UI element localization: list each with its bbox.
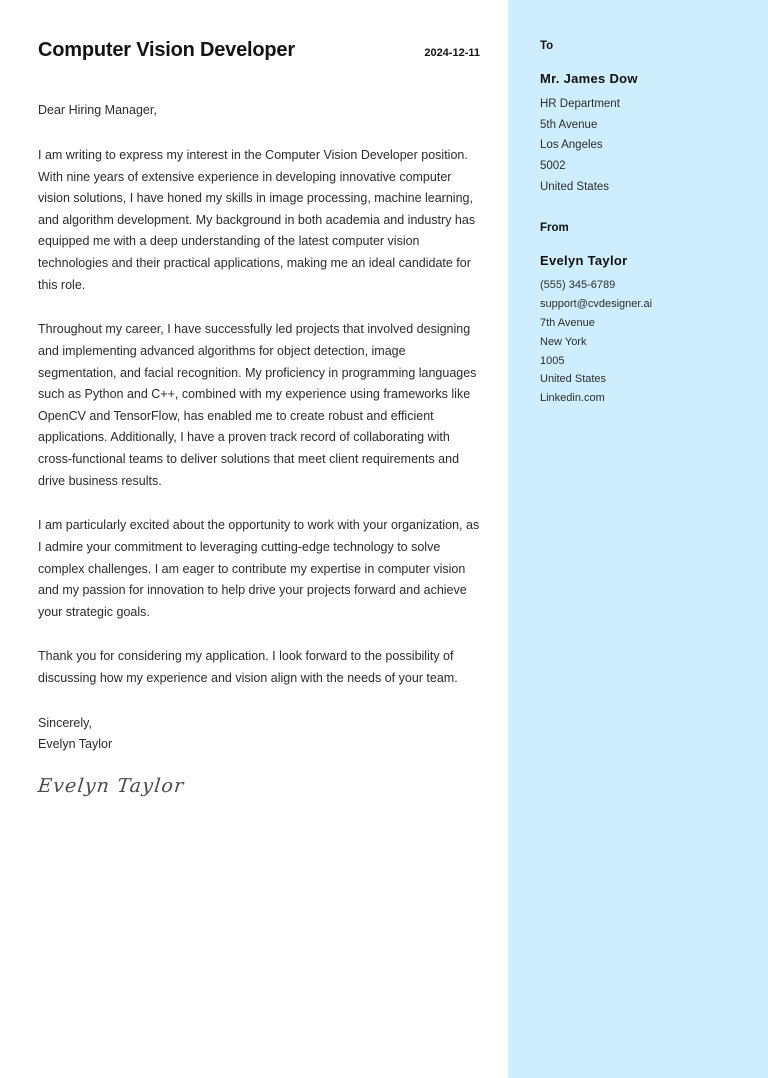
letter-paragraph: I am particularly excited about the opportunity to work with your organization, as I admire your commitment to leveraging cutting-edge technology to solve complex challenges. I am eager to contribute my expertise in computer vision and my passion for innovation to help drive your projects forward and achieve your strategic goals. [38, 518, 480, 619]
sender-line: 1005 [540, 354, 565, 367]
sender-line: 7th Avenue [540, 316, 595, 329]
sender-line: New York [540, 335, 587, 348]
signature: Evelyn Taylor [36, 774, 186, 797]
letter-header [38, 38, 480, 62]
contact-sidebar [508, 0, 768, 1078]
sender-heading: From [540, 222, 569, 235]
recipient-line: HR Department [540, 97, 620, 110]
letter-paragraph: Thank you for considering my application. I look forward to the possibility of discussing how my experience and vision align with the needs of your team. [38, 649, 458, 685]
letter-salutation: Dear Hiring Manager, [38, 103, 157, 117]
letter-paragraph: I am writing to express my interest in the Computer Vision Developer position. With nine years of extensive experience in developing innovative computer vision solutions, I have honed my skills in image processing, machine learning, and algorithm development. My background in both academia and industry has equipped me with a deep understanding of the latest computer vision technologies and their practical applications, making me an ideal candidate for this role. [38, 147, 476, 292]
letter-date: 2024-12-11 [424, 47, 480, 59]
sender-phone: (555) 345-6789 [540, 278, 616, 291]
recipient-line: 5002 [540, 160, 566, 173]
sender-name: Evelyn Taylor [540, 253, 628, 269]
sender-website: Linkedin.com [540, 392, 605, 405]
letter-closing-block [38, 713, 480, 756]
recipient-heading: To [540, 40, 554, 52]
letter-paragraph: Throughout my career, I have successfully led projects that involved designing and implementing advanced algorithms for object detection, image segmentation, and facial recognition. My proficiency in programming languages such as Python and C++, combined with my experience using frameworks like OpenCV and TensorFlow, has enabled me to create robust and efficient applications. Additionally, I have a proven track record of collaborating with cross-functional teams to deliver solutions that meet client requirements and drive business results. [38, 322, 477, 488]
closing-salutation: Sincerely, [38, 715, 92, 730]
sender-name: Evelyn Taylor [38, 737, 113, 752]
recipient-name: Mr. James Dow [540, 70, 638, 86]
sender-line: United States [540, 373, 607, 386]
page-title: Computer Vision Developer [38, 39, 295, 61]
recipient-line: United States [540, 181, 610, 194]
recipient-section [540, 40, 748, 198]
sender-section [540, 222, 748, 408]
recipient-line: Los Angeles [540, 139, 603, 152]
sender-email: support@cvdesigner.ai [540, 297, 653, 310]
recipient-line: 5th Avenue [540, 118, 598, 131]
